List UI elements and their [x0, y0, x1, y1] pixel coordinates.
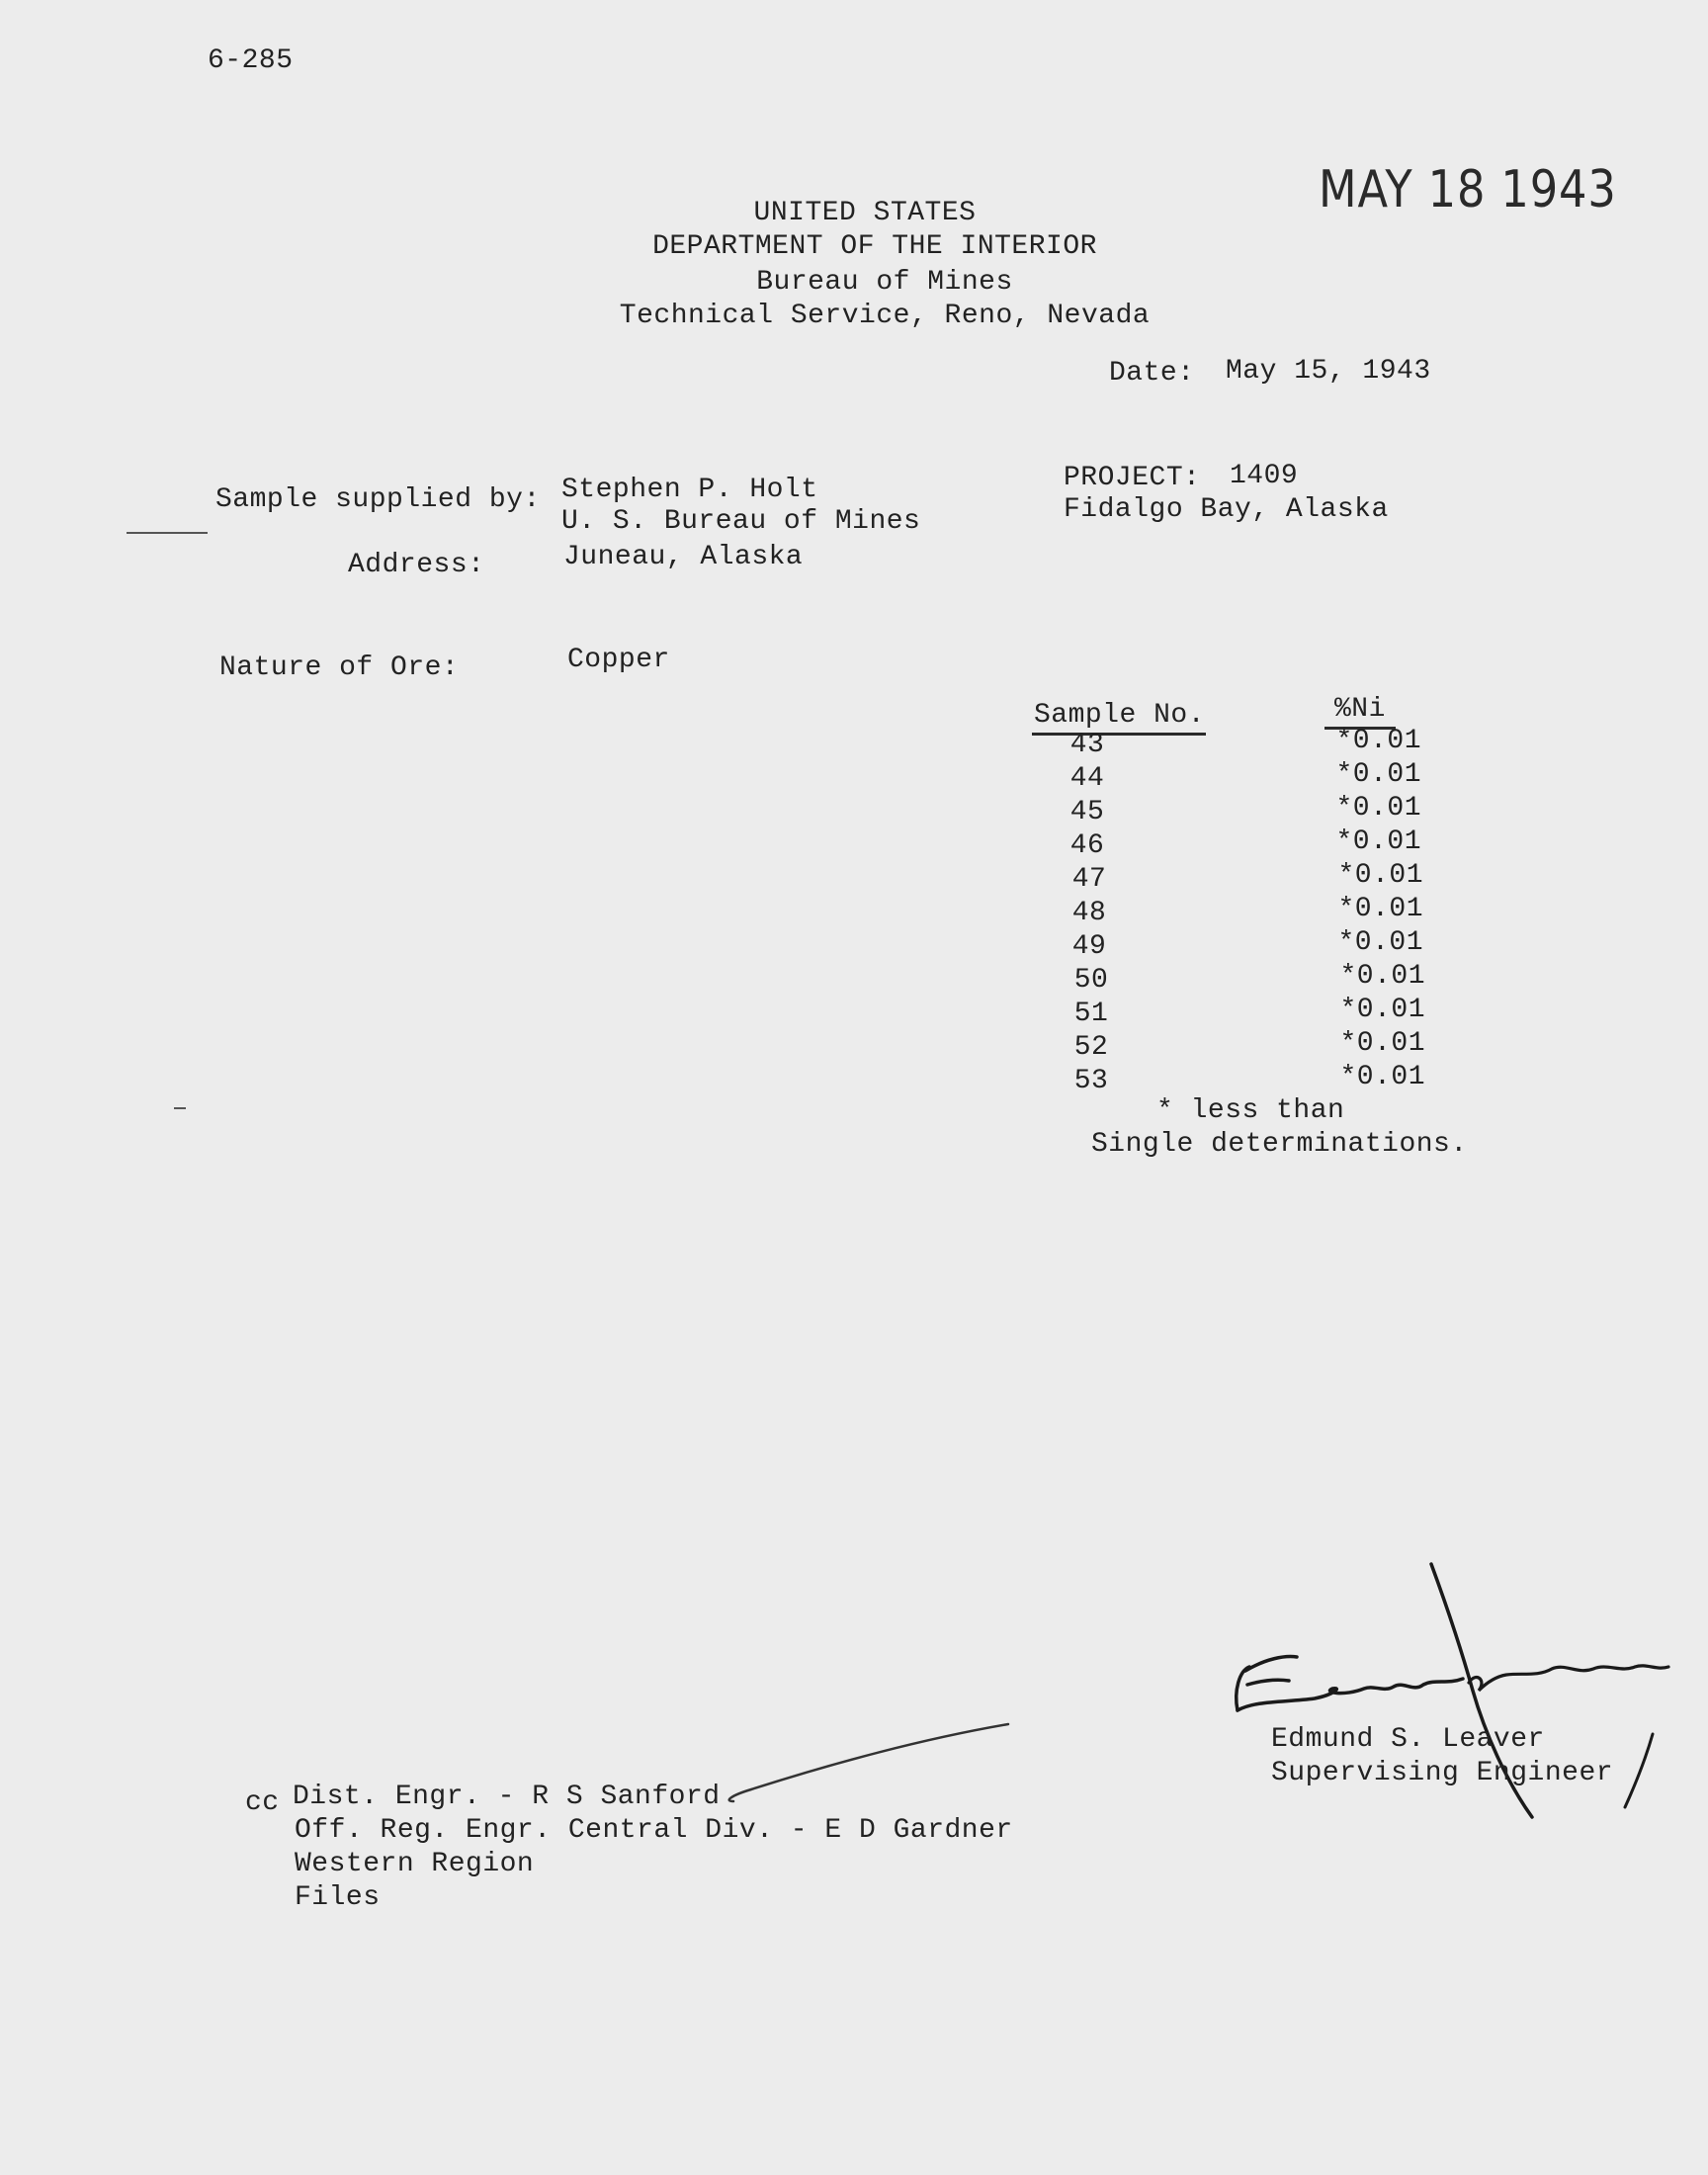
date-label: Date: [1109, 358, 1195, 389]
signer-name: Edmund S. Leaver [1271, 1724, 1545, 1755]
project-number: 1409 [1230, 461, 1299, 491]
letterhead-bureau: Bureau of Mines [756, 267, 1013, 298]
nature-of-ore-label: Nature of Ore: [219, 652, 460, 683]
table-row-49-value: *0.01 [1337, 927, 1423, 958]
project-location: Fidalgo Bay, Alaska [1064, 494, 1389, 525]
letterhead-country: UNITED STATES [753, 198, 977, 228]
table-row-44-sample: 44 [1069, 763, 1105, 794]
table-row-52-value: *0.01 [1339, 1028, 1425, 1059]
table-row-53-value: *0.01 [1339, 1062, 1425, 1092]
table-row-50-sample: 50 [1073, 965, 1109, 996]
cc-prefix: cc [245, 1787, 280, 1818]
nature-of-ore-value: Copper [567, 645, 670, 675]
stray-mark [174, 1107, 186, 1109]
supplier-name: Stephen P. Holt [561, 475, 818, 505]
sample-supplied-label: Sample supplied by: [215, 484, 541, 515]
cc-line-1: Dist. Engr. - R S Sanford [293, 1782, 721, 1812]
table-row-48-value: *0.01 [1337, 894, 1423, 924]
cc-line-4: Files [295, 1882, 381, 1913]
table-row-43-value: *0.01 [1335, 726, 1421, 756]
table-row-46-value: *0.01 [1335, 826, 1421, 857]
table-row-51-value: *0.01 [1339, 995, 1425, 1025]
footnote-single-determinations: Single determinations. [1091, 1129, 1468, 1160]
footnote-less-than: * less than [1156, 1095, 1345, 1126]
handwritten-signature [1226, 1552, 1690, 1849]
table-row-47-sample: 47 [1071, 864, 1107, 895]
table-row-51-sample: 51 [1073, 999, 1109, 1029]
form-number: 6-285 [208, 45, 294, 76]
letterhead-department: DEPARTMENT OF THE INTERIOR [652, 231, 1097, 262]
project-label: PROJECT: [1064, 463, 1201, 493]
address-label: Address: [348, 550, 485, 580]
cc-line-3: Western Region [295, 1849, 535, 1879]
pen-stroke [692, 1710, 1018, 1829]
received-date-stamp: MAY 18 1943 [1319, 160, 1617, 219]
table-header-nickel: %Ni [1334, 694, 1386, 725]
table-row-44-value: *0.01 [1335, 759, 1421, 790]
address-value: Juneau, Alaska [563, 542, 804, 572]
supplier-organization: U. S. Bureau of Mines [561, 506, 921, 537]
table-row-53-sample: 53 [1073, 1066, 1109, 1096]
signer-title: Supervising Engineer [1271, 1758, 1614, 1788]
table-row-49-sample: 49 [1071, 931, 1107, 962]
table-row-43-sample: 43 [1069, 730, 1105, 760]
stray-mark [127, 532, 208, 534]
table-row-46-sample: 46 [1069, 830, 1105, 861]
table-row-45-value: *0.01 [1335, 793, 1421, 824]
letterhead-service: Technical Service, Reno, Nevada [619, 301, 1151, 331]
cc-line-2: Off. Reg. Engr. Central Div. - E D Gardner [295, 1815, 1013, 1846]
table-row-45-sample: 45 [1069, 797, 1105, 827]
date-value: May 15, 1943 [1226, 356, 1431, 387]
table-row-50-value: *0.01 [1339, 961, 1425, 992]
table-row-52-sample: 52 [1073, 1032, 1109, 1063]
table-header-sample: Sample No. [1034, 700, 1206, 731]
table-row-47-value: *0.01 [1337, 860, 1423, 891]
table-row-48-sample: 48 [1071, 898, 1107, 928]
